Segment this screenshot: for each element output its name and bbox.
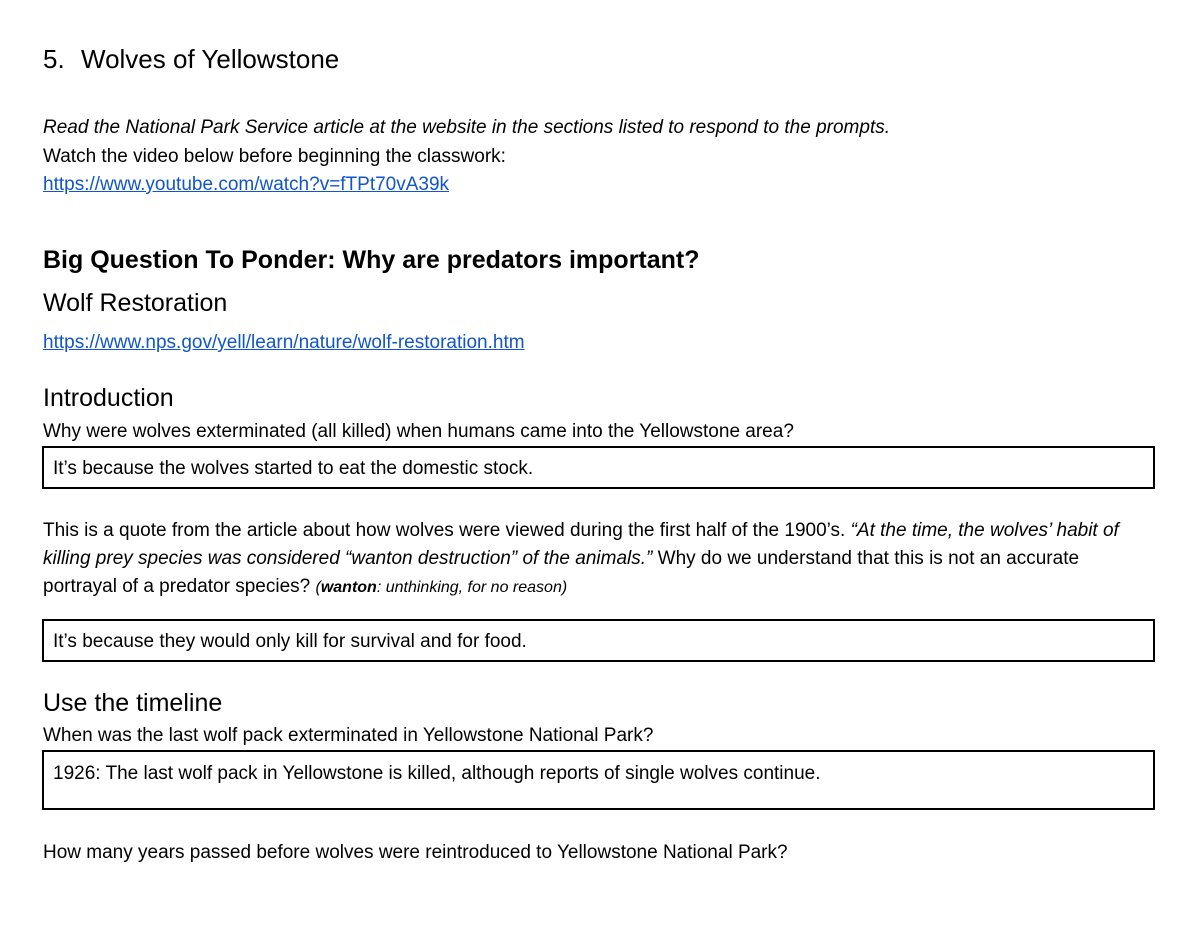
quote-question: Why do we understand that this is not an accurate portrayal of a predator species? [43, 548, 1080, 597]
wanton-definition: (wanton: unthinking, for no reason) [315, 579, 568, 596]
article-quote: “At the time, the wolves’ habit of killing prey species was considered “wanton destruction” of the animals.” [43, 520, 1119, 569]
quote-lead: This is a quote from the article about how wolves were viewed during the first half of the 1900’s. [43, 520, 846, 541]
introduction-answer-text: It’s because the wolves started to eat the domestic stock. [53, 458, 534, 479]
section-title-text: Wolves of Yellowstone [81, 44, 340, 74]
timeline-heading: Use the timeline [43, 689, 223, 717]
timeline-answer-box[interactable] [42, 750, 1155, 810]
video-instruction: Watch the video below before beginning the classwork: [43, 146, 506, 167]
section-title [43, 43, 339, 75]
timeline-question-2: How many years passed before wolves were reintroduced to Yellowstone National Park? [43, 842, 788, 863]
quote-answer-box[interactable] [42, 619, 1155, 662]
quote-paragraph [43, 517, 1158, 602]
section-number: 5. [43, 44, 65, 74]
quote-answer-text: It’s because they would only kill for survival and for food. [53, 631, 527, 652]
wolf-restoration-heading: Wolf Restoration [43, 289, 228, 317]
reading-instruction: Read the National Park Service article at the website in the sections listed to respond to the prompts. [43, 117, 891, 138]
introduction-question: Why were wolves exterminated (all killed) when humans came into the Yellowstone area? [43, 421, 794, 442]
big-question-heading: Big Question To Ponder: Why are predators important? [43, 246, 700, 274]
introduction-answer-box[interactable] [42, 446, 1155, 489]
timeline-answer-text: 1926: The last wolf pack in Yellowstone is killed, although reports of single wolves continue. [53, 763, 821, 784]
wanton-term: wanton [320, 579, 377, 596]
introduction-heading: Introduction [43, 384, 174, 412]
nps-article-link[interactable]: https://www.nps.gov/yell/learn/nature/wolf-restoration.htm [43, 332, 525, 353]
video-link[interactable]: https://www.youtube.com/watch?v=fTPt70vA39k [43, 174, 450, 195]
timeline-question: When was the last wolf pack exterminated in Yellowstone National Park? [43, 725, 654, 746]
